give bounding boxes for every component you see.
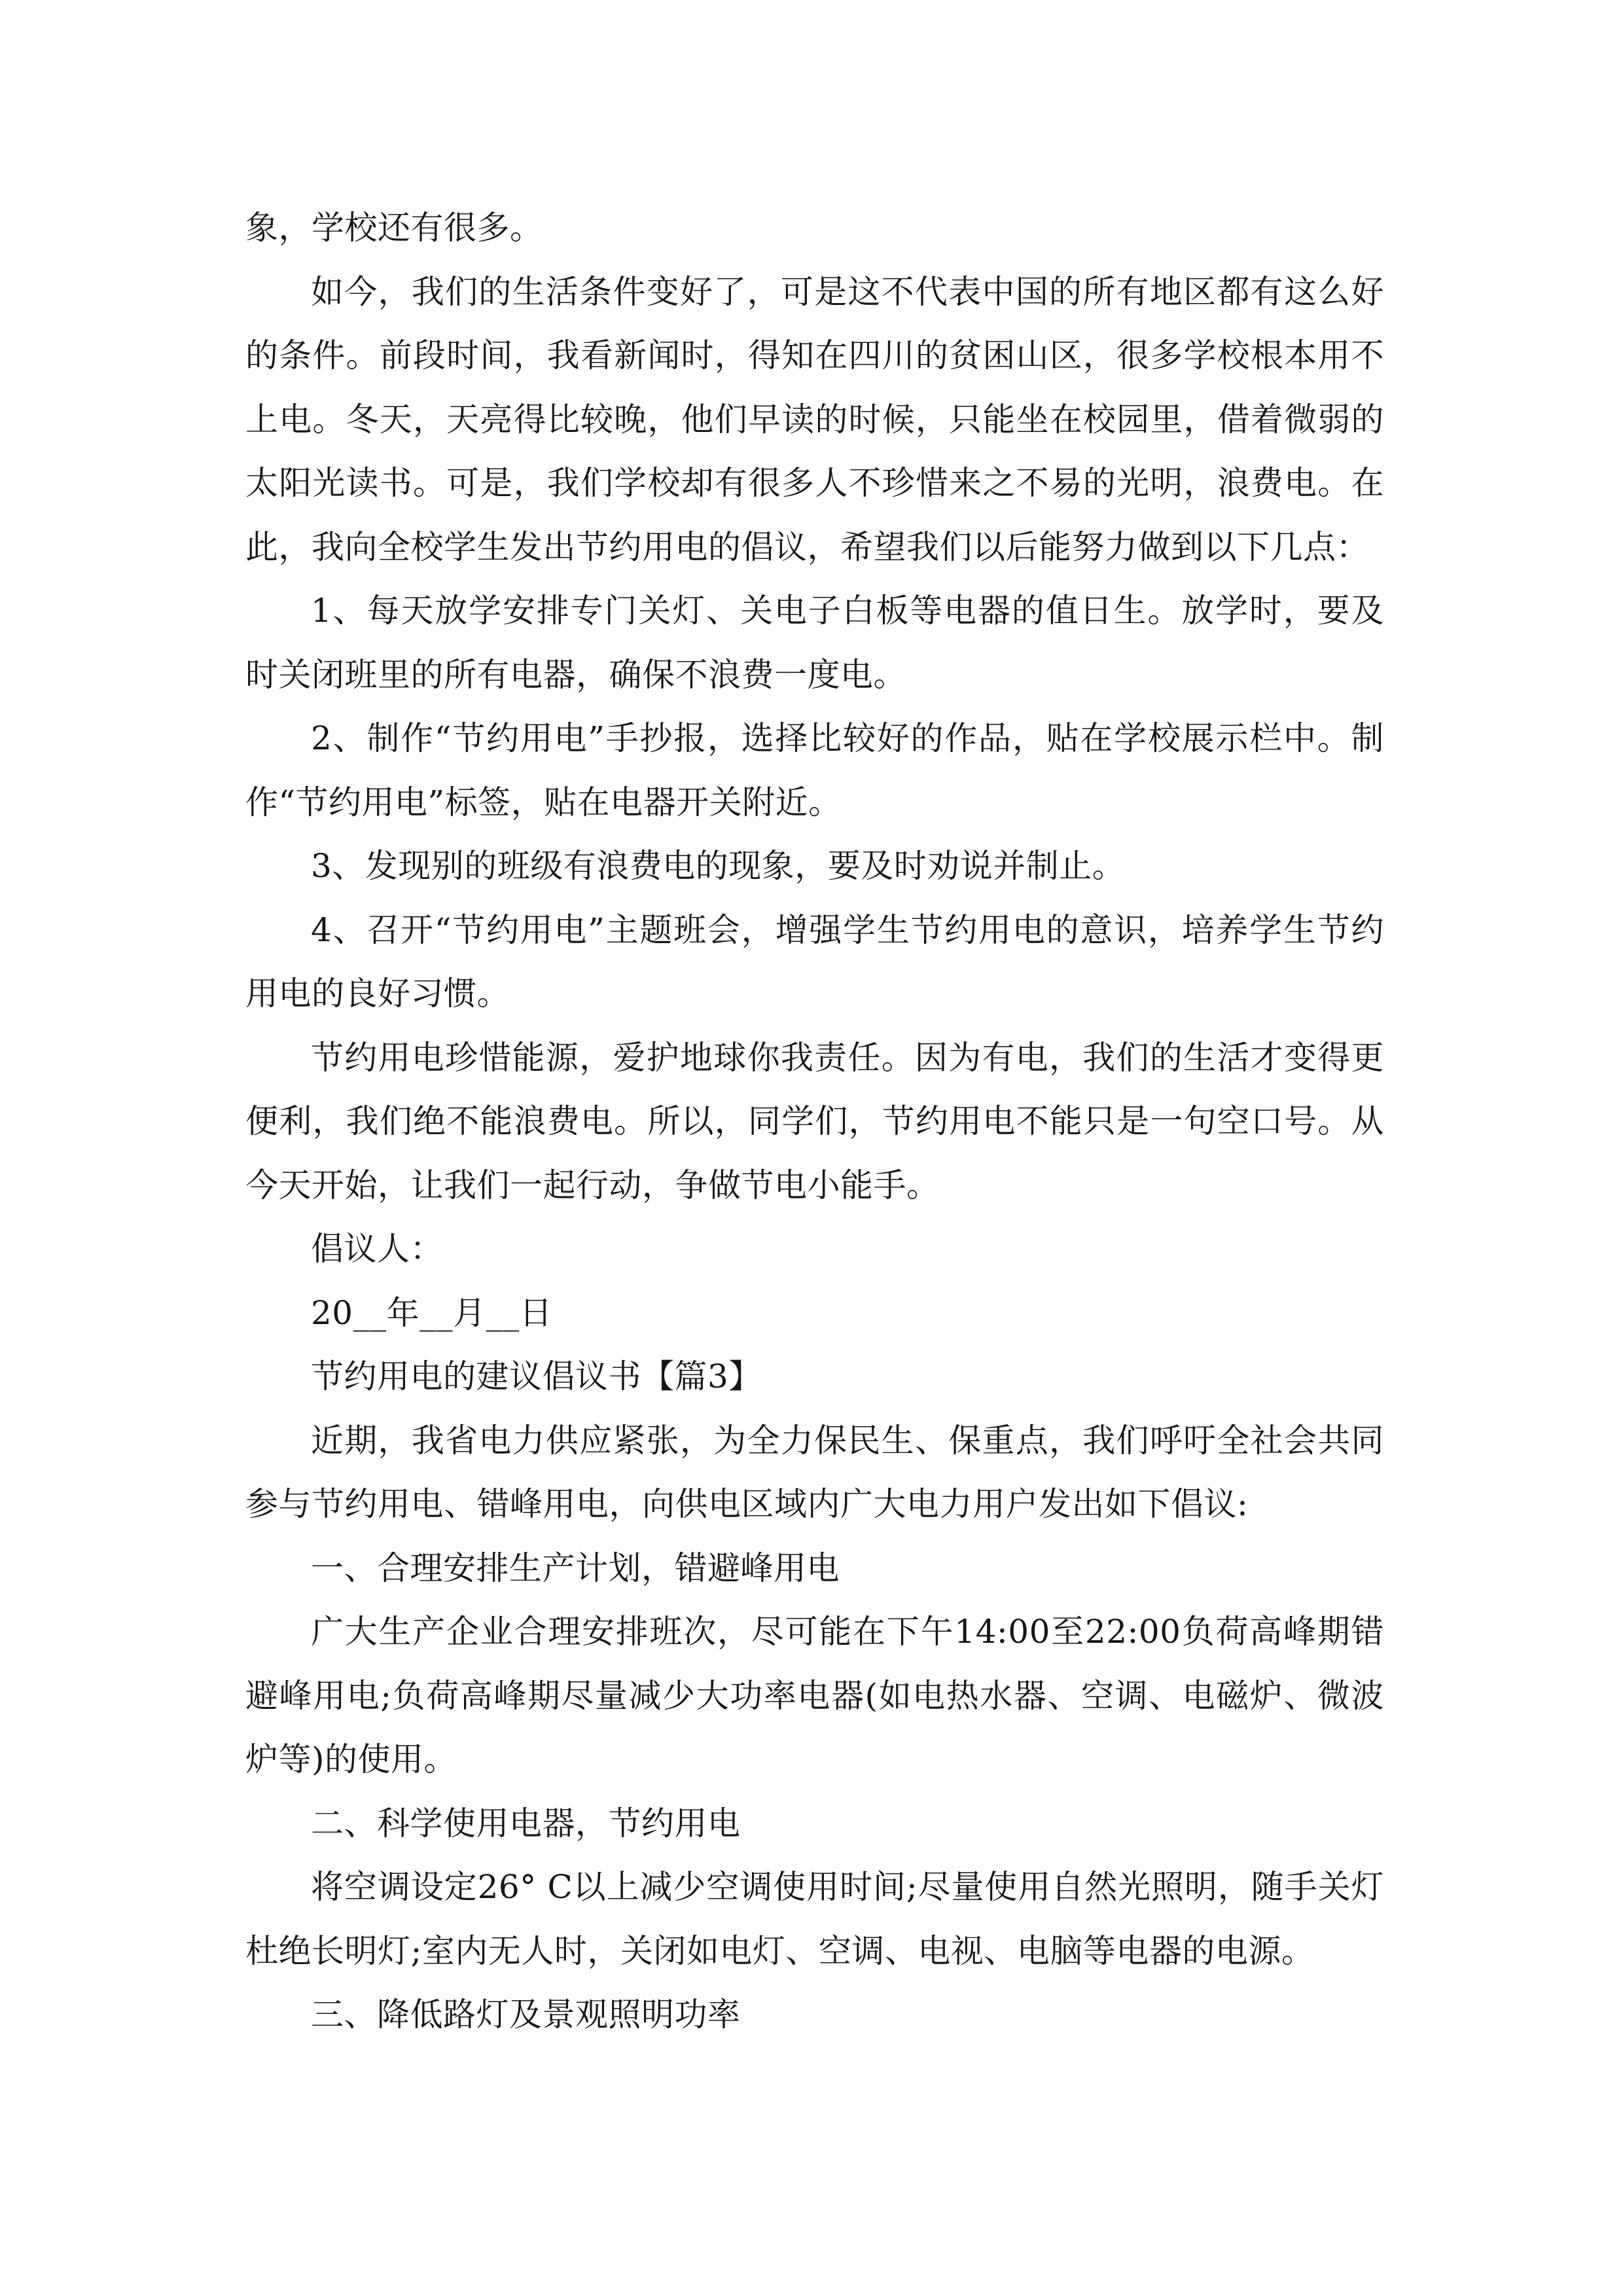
proposal-item-1: 1、每天放学安排专门关灯、关电子白板等电器的值日生。放学时，要及时关闭班里的所有电器，确保不浪费一度电。 xyxy=(245,592,1384,694)
paragraph-conclusion: 节约用电珍惜能源，爱护地球你我责任。因为有电，我们的生活才变得更便利，我们绝不能浪费电。所以，同学们，节约用电不能只是一句空口号。从今天开始，让我们一起行动，争做节电小能手。 xyxy=(245,1038,1384,1204)
heading-point-3: 三、降低路灯及景观照明功率 xyxy=(311,1996,741,2034)
proposal-item-4: 4、召开“节约用电”主题班会，增强学生节约用电的意识，培养学生节约用电的良好习惯。 xyxy=(245,910,1384,1013)
document-body xyxy=(245,196,1384,2047)
section-title: 节约用电的建议倡议书【篇3】 xyxy=(311,1357,762,1395)
paragraph-point-2: 将空调设定26° C以上减少空调使用时间;尽量使用自然光照明，随手关灯杜绝长明灯;室内无人时，关闭如电灯、空调、电视、电脑等电器的电源。 xyxy=(245,1868,1384,1970)
paragraph-continuation: 象，学校还有很多。 xyxy=(245,209,543,247)
paragraph-point-1: 广大生产企业合理安排班次，尽可能在下午14:00至22:00负荷高峰期错避峰用电;负荷高峰期尽量减少大功率电器(如电热水器、空调、电磁炉、微波炉等)的使用。 xyxy=(245,1613,1384,1778)
paragraph-intro: 近期，我省电力供应紧张，为全力保民生、保重点，我们呼吁全社会共同参与节约用电、错峰用电，向供电区域内广大电力用户发出如下倡议: xyxy=(245,1421,1384,1523)
paragraph-background: 如今，我们的生活条件变好了，可是这不代表中国的所有地区都有这么好的条件。前段时间，我看新闻时，得知在四川的贫困山区，很多学校根本用不上电。冬天，天亮得比较晚，他们早读的时候，只能坐在校园里，借着微弱的太阳光读书。可是，我们学校却有很多人不珍惜来之不易的光明，浪费电。在此，我向全校学生发出节约用电的倡议，希望我们以后能努力做到以下几点： xyxy=(245,272,1384,566)
signature-label: 倡议人： xyxy=(311,1230,443,1268)
proposal-item-2: 2、制作“节约用电”手抄报，选择比较好的作品，贴在学校展示栏中。制作“节约用电”标签，贴在电器开关附近。 xyxy=(245,719,1384,821)
date-line: 20__年__月__日 xyxy=(311,1293,553,1332)
proposal-item-3: 3、发现别的班级有浪费电的现象，要及时劝说并制止。 xyxy=(311,847,1126,885)
heading-point-1: 一、合理安排生产计划，错避峰用电 xyxy=(311,1549,840,1587)
heading-point-2: 二、科学使用电器，节约用电 xyxy=(311,1804,741,1842)
